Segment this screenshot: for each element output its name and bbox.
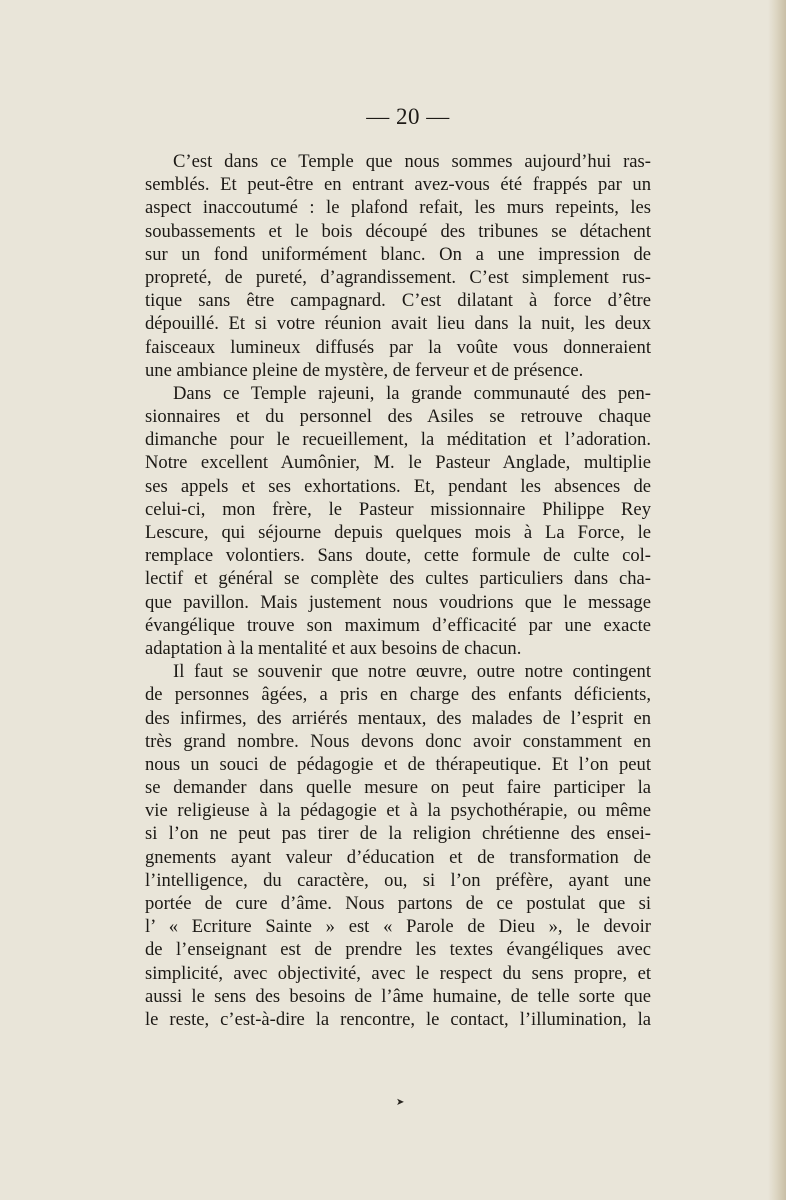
- page-edge-shadow: [768, 0, 786, 1200]
- text-line: Dans ce Temple rajeuni, la grande communauté des pen-: [173, 382, 651, 404]
- text-line: évangélique trouve son maximum d’efficacité par une exacte: [145, 614, 651, 636]
- text-line: semblés. Et peut-être en entrant avez-vous été frappés par un: [145, 174, 651, 196]
- text-line: le reste, c’est-à-dire la rencontre, le contact, l’illumination, la: [145, 1008, 651, 1030]
- text-line: faisceaux lumineux diffusés par la voûte vous donneraient: [145, 336, 651, 358]
- text-line: propreté, de pureté, d’agrandissement. C’est simplement rus-: [145, 266, 651, 288]
- text-line: C’est dans ce Temple que nous sommes aujourd’hui ras-: [173, 151, 651, 172]
- page-number: — 20 —: [366, 104, 450, 129]
- text-line: se demander dans quelle mesure on peut faire participer la: [145, 777, 651, 799]
- text-line: que pavillon. Mais justement nous voudrions que le message: [145, 591, 651, 613]
- text-line: Notre excellent Aumônier, M. le Pasteur Anglade, multiplie: [145, 452, 651, 474]
- text-line: gnements ayant valeur d’éducation et de transformation de: [145, 846, 651, 868]
- text-line: aspect inaccoutumé : le plafond refait, les murs repeints, les: [145, 197, 651, 219]
- text-line: Il faut se souvenir que notre œuvre, outre notre contingent: [173, 661, 651, 683]
- text-line: si l’on ne peut pas tirer de la religion chrétienne des ensei-: [145, 823, 651, 845]
- text-line: nous un souci de pédagogie et de thérapeutique. Et l’on peut: [145, 753, 651, 775]
- text-line: de personnes âgées, a pris en charge des enfants déficients,: [145, 684, 651, 706]
- text-line: tique sans être campagnard. C’est dilatant à force d’être: [145, 290, 651, 312]
- text-line: lectif et général se complète des cultes particuliers dans cha-: [145, 568, 651, 590]
- text-line: une ambiance pleine de mystère, de ferveur et de présence.: [145, 359, 584, 381]
- body-text: [145, 150, 651, 1031]
- text-line: des infirmes, des arriérés mentaux, des malades de l’esprit en: [145, 707, 651, 729]
- text-line: l’ « Ecriture Sainte » est « Parole de Dieu », le devoir: [145, 916, 651, 938]
- text-line: Lescure, qui séjourne depuis quelques mois à La Force, le: [145, 522, 651, 543]
- text-line: dépouillé. Et si votre réunion avait lieu dans la nuit, les deux: [145, 313, 651, 335]
- text-line: sionnaires et du personnel des Asiles se retrouve chaque: [145, 406, 651, 428]
- text-line: aussi le sens des besoins de l’âme humaine, de telle sorte que: [145, 985, 651, 1007]
- text-line: l’intelligence, du caractère, ou, si l’on préfère, ayant une: [145, 869, 651, 891]
- text-line: vie religieuse à la pédagogie et à la psychothérapie, ou même: [145, 800, 651, 822]
- text-line: dimanche pour le recueillement, la méditation et l’adoration.: [145, 429, 651, 451]
- text-line: simplicité, avec objectivité, avec le respect du sens propre, et: [145, 962, 651, 984]
- text-line: ses appels et ses exhortations. Et, pendant les absences de: [145, 475, 651, 497]
- text-line: sur un fond uniformément blanc. On a une impression de: [145, 243, 651, 265]
- text-line: celui-ci, mon frère, le Pasteur missionnaire Philippe Rey: [145, 498, 651, 520]
- text-line: portée de cure d’âme. Nous partons de ce postulat que si: [145, 893, 651, 914]
- text-line: de l’enseignant est de prendre les textes évangéliques avec: [145, 939, 651, 961]
- text-line: remplace volontiers. Sans doute, cette formule de culte col-: [145, 545, 651, 567]
- text-line: soubassements et le bois découpé des tribunes se détachent: [145, 220, 651, 242]
- footer-mark-icon: ➤: [396, 1097, 405, 1108]
- text-line: adaptation à la mentalité et aux besoins de chacun.: [145, 637, 522, 659]
- text-line: très grand nombre. Nous devons donc avoir constamment en: [145, 730, 651, 752]
